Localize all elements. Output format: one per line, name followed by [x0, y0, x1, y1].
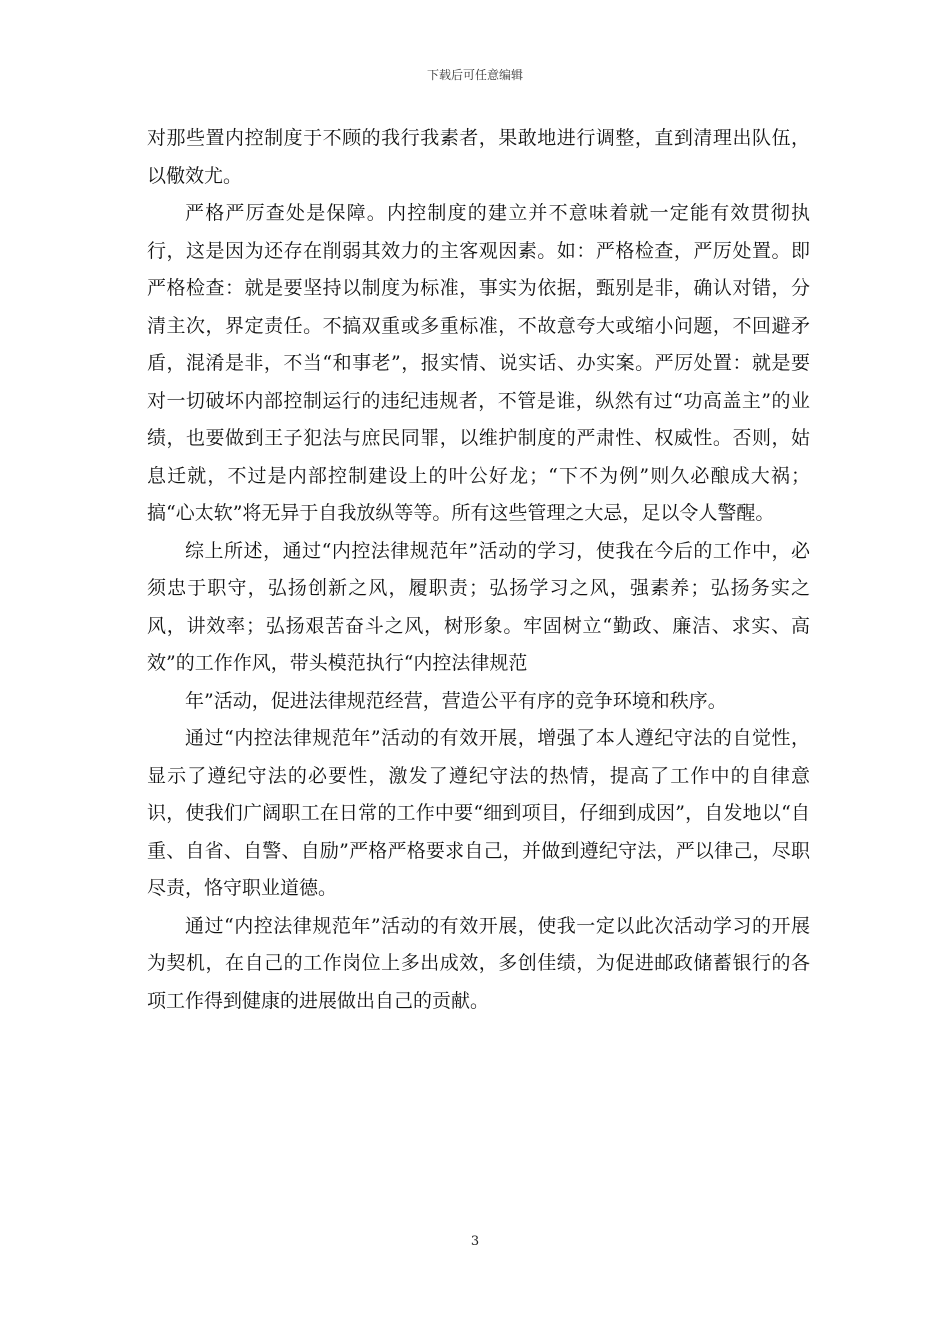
paragraph-conclusion: 通过“内控法律规范年”活动的有效开展，使我一定以此次活动学习的开展为契机，在自己的工作岗位上多出成效，多创佳绩，为促进邮政储蓄银行的各项工作得到健康的进展做出自己的贡献。 — [147, 914, 810, 1012]
paragraph-summary-continued: 年”活动，促进法律规范经营，营造公平有序的竞争环境和秩序。 — [185, 689, 727, 712]
page-header: 下载后可任意编辑 — [426, 68, 523, 82]
paragraph-continuation: 对那些置内控制度于不顾的我行我素者，果敢地进行调整，直到清理出队伍，以儆效尤。 — [147, 127, 810, 187]
paragraph-self-discipline: 通过“内控法律规范年”活动的有效开展，增强了本人遵纪守法的自觉性，显示了遵纪守法的必要性，激发了遵纪守法的热情，提高了工作中的自律意识，使我们广阔职工在日常的工作中要“细到项目，仔细到成因”，自发地以“自重、自省、自警、自励”严格严格要求自己，并做到遵纪守法，严以律己，尽职尽责，恪守职业道德。 — [147, 727, 810, 899]
page-number: 3 — [470, 1234, 480, 1249]
document-body — [147, 120, 810, 1020]
paragraph-strict-inspection: 严格严厉查处是保障。内控制度的建立并不意味着就一定能有效贯彻执行，这是因为还存在削弱其效力的主客观因素。如：严格检查，严厉处置。即严格检查：就是要坚持以制度为标准，事实为依据，甄别是非，确认对错，分清主次，界定责任。不搞双重或多重标准，不故意夸大或缩小问题，不回避矛盾，混淆是非，不当“和事老”，报实情、说实话、办实案。严厉处置：就是要对一切破坏内部控制运行的违纪违规者，不管是谁，纵然有过“功高盖主”的业绩，也要做到王子犯法与庶民同罪，以维护制度的严肃性、权威性。否则，姑息迁就，不过是内部控制建设上的叶公好龙；“下不为例”则久必酿成大祸；搞“心太软”将无异于自我放纵等等。所有这些管理之大忌，足以令人警醒。 — [147, 202, 810, 524]
paragraph-summary: 综上所述，通过“内控法律规范年”活动的学习，使我在今后的工作中，必须忠于职守，弘扬创新之风，履职责；弘扬学习之风，强素养；弘扬务实之风，讲效率；弘扬艰苦奋斗之风，树形象。牢固树立“勤政、廉洁、求实、高效”的工作作风，带头模范执行“内控法律规范 — [147, 539, 810, 674]
